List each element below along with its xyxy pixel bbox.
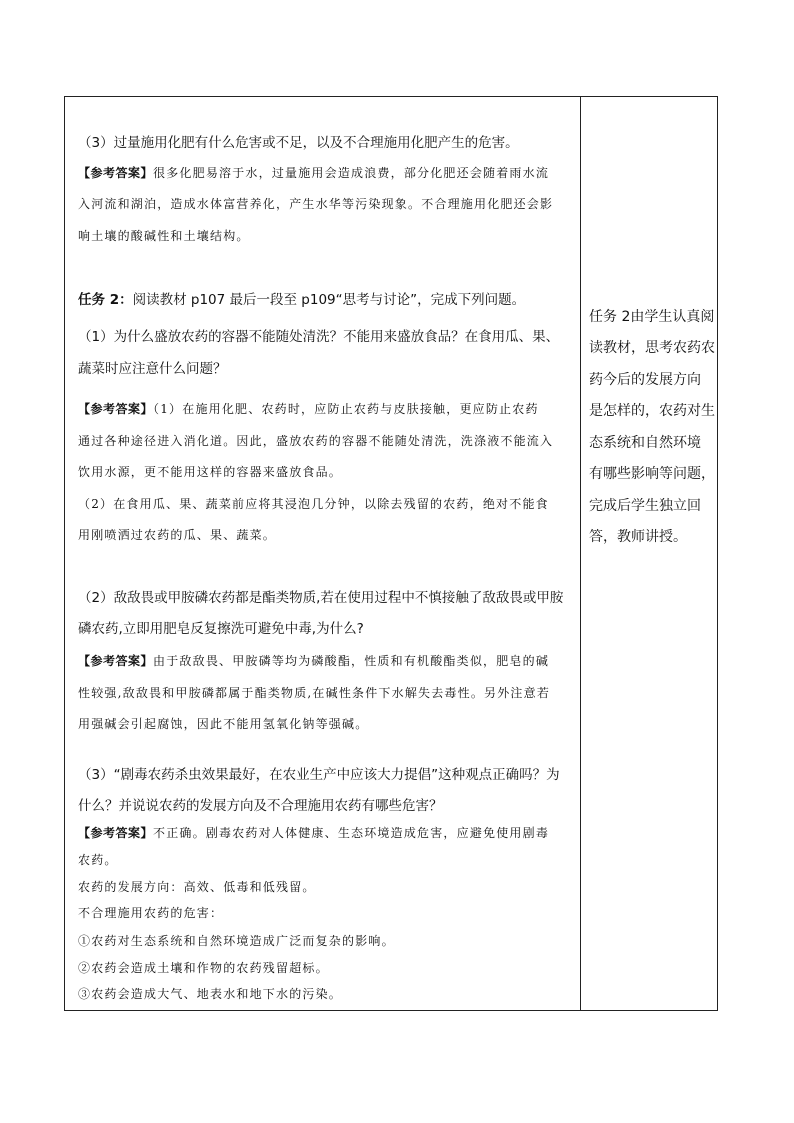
answer-label: 【参考答案】 (78, 654, 154, 668)
notes-line: 是怎样的，农药对生 (589, 403, 715, 419)
question-line: 磷农药,立即用肥皂反复擦洗可避免中毒,为什么? (78, 621, 364, 637)
answer-text: （1）在施用化肥、农药时，应防止农药与皮肤接触，更应防止农药 (153, 402, 539, 416)
answer-line (78, 399, 539, 419)
answer-label: 【参考答案】 (78, 402, 154, 416)
answer-text: 不正确。剧毒农药对人体健康、生态环境造成危害，应避免使用剧毒 (153, 826, 550, 840)
answer-line: 性较强,敌敌畏和甲胺磷都属于酯类物质,在碱性条件下水解失去毒性。另外注意若 (78, 686, 551, 700)
answer-line: 用刚喷洒过农药的瓜、果、蔬菜。 (78, 528, 277, 542)
answer-line: ②农药会造成土壤和作物的农药残留超标。 (78, 961, 329, 975)
answer-line: （2）在食用瓜、果、蔬菜前应将其浸泡几分钟，以除去残留的农药，绝对不能食 (78, 497, 549, 511)
answer-line: 饮用水源，更不能用这样的容器来盛放食品。 (78, 465, 343, 479)
notes-line: 态系统和自然环境 (589, 435, 701, 451)
task2-heading (78, 290, 525, 310)
notes-line: 答，教师讲授。 (589, 529, 687, 545)
lesson-table (64, 96, 718, 1011)
answer-line (78, 651, 549, 671)
answer-label: 【参考答案】 (78, 826, 154, 840)
question-line: （2）敌敌畏或甲胺磷农药都是酯类物质,若在使用过程中不慎接触了敌敌畏或甲胺 (78, 590, 564, 606)
question-fertilizer: （3）过量施用化肥有什么危害或不足，以及不合理施用化肥产生的危害。 (78, 135, 519, 151)
answer-line: 入河流和湖泊，造成水体富营养化，产生水华等污染现象。不合理施用化肥还会影 (78, 197, 554, 211)
notes-line: 读教材，思考农药农 (589, 340, 715, 356)
column-divider (580, 97, 581, 1010)
answer-line (78, 823, 549, 843)
question-line: （1）为什么盛放农药的容器不能随处清洗？不能用来盛放食品？在食用瓜、果、 (78, 329, 560, 345)
answer-line: 用强碱会引起腐蚀，因此不能用氢氧化钠等强碱。 (78, 717, 369, 731)
answer-line: 通过各种途径进入消化道。因此，盛放农药的容器不能随处清洗，洗涤液不能流入 (78, 434, 554, 448)
answer-line (78, 163, 549, 183)
question-line: （3）“剧毒农药杀虫效果最好，在农业生产中应该大力提倡”这种观点正确吗？为 (78, 767, 560, 783)
answer-line: ③农药会造成大气、地表水和地下水的污染。 (78, 987, 343, 1001)
answer-line: ①农药对生态系统和自然环境造成广泛而复杂的影响。 (78, 934, 395, 948)
answer-line: 农药。 (78, 853, 118, 867)
task2-text: 阅读教材 p107 最后一段至 p109“思考与讨论”，完成下列问题。 (132, 292, 526, 308)
answer-line: 不合理施用农药的危害： (78, 906, 224, 920)
notes-line: 有哪些影响等问题， (589, 466, 715, 482)
answer-line: 农药的发展方向：高效、低毒和低残留。 (78, 880, 316, 894)
answer-line: 响土壤的酸碱性和土壤结构。 (78, 229, 250, 243)
notes-line: 任务 2由学生认真阅 (589, 309, 715, 325)
notes-line: 药今后的发展方向 (589, 372, 701, 388)
answer-label: 【参考答案】 (78, 166, 154, 180)
notes-line: 完成后学生独立回 (589, 498, 701, 514)
question-line: 什么？并说说农药的发展方向及不合理施用农药有哪些危害？ (78, 798, 443, 814)
task2-title: 任务 2： (78, 292, 133, 308)
question-line: 蔬菜时应注意什么问题？ (78, 361, 227, 377)
answer-text: 由于敌敌畏、甲胺磷等均为磷酸酯，性质和有机酸酯类似，肥皂的碱 (153, 654, 550, 668)
answer-text: 很多化肥易溶于水，过量施用会造成浪费，部分化肥还会随着雨水流 (153, 166, 550, 180)
